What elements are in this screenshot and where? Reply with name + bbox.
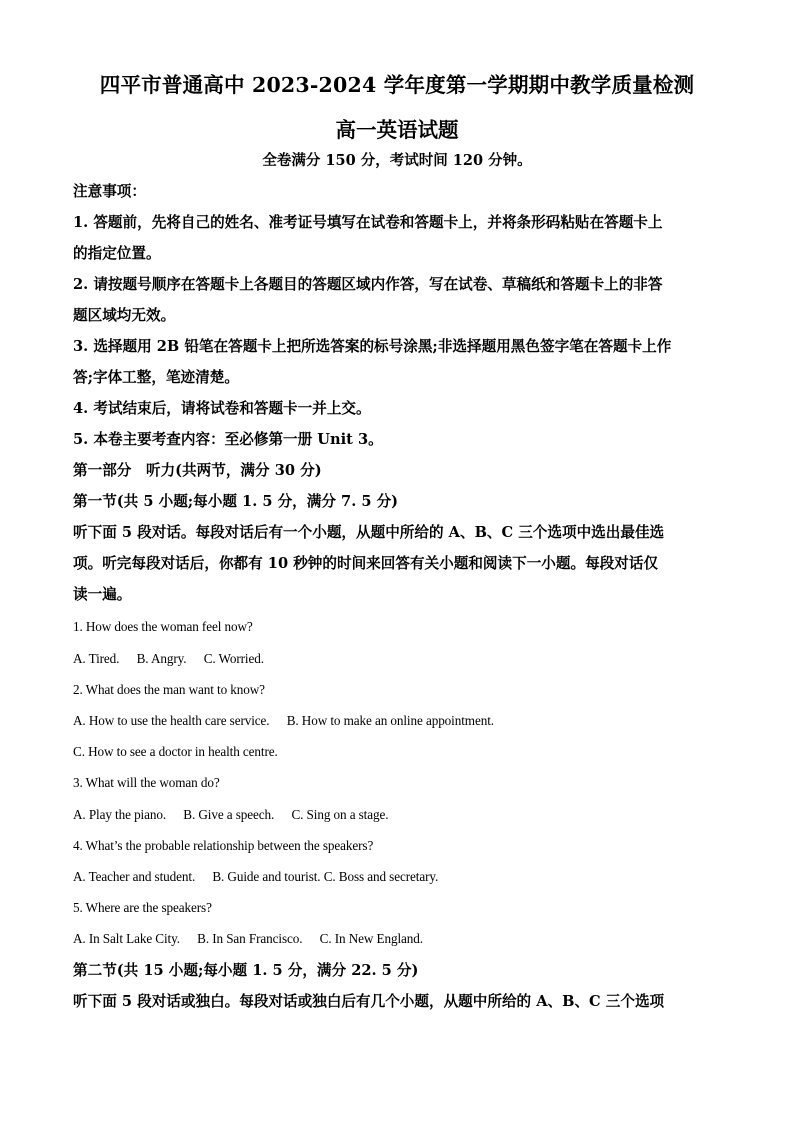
question-4-options [73, 869, 753, 885]
option-a: A. How to use the health care service. [73, 713, 270, 728]
question-1-stem: 1. How does the woman feel now? [73, 619, 253, 634]
option-b: B. Angry. [136, 651, 187, 666]
score-line: 全卷满分 150 分，考试时间 120 分钟。 [262, 152, 532, 169]
section1-instructions-line-1: 听下面 5 段对话。每段对话后有一个小题，从题中所给的 A、B、C 三个选项中选出最佳选 [73, 524, 665, 541]
note-item-1-line-2: 的指定位置。 [73, 245, 161, 262]
note-item-4: 4. 考试结束后，请将试卷和答题卡一并上交。 [73, 400, 371, 417]
note-item-2-line-2: 题区域均无效。 [73, 307, 176, 324]
question-1-options [73, 651, 753, 667]
option-a: A. Tired. [73, 651, 120, 666]
notes-heading: 注意事项： [73, 183, 146, 200]
section1-instructions-line-2: 项。听完每段对话后，你都有 10 秒钟的时间来回答有关小题和阅读下一小题。每段对话仅 [73, 555, 659, 572]
note-item-5: 5. 本卷主要考查内容：至必修第一册 Unit 3。 [73, 431, 383, 448]
option-c: C. Worried. [203, 651, 264, 666]
question-3-stem: 3. What will the woman do? [73, 775, 220, 790]
notes-section [73, 176, 723, 610]
section2-heading: 第二节(共 15 小题;每小题 1. 5 分，满分 22. 5 分) [73, 962, 419, 979]
question-2-stem: 2. What does the man want to know? [73, 682, 265, 697]
question-4-stem: 4. What’s the probable relationship between the speakers? [73, 838, 374, 853]
exam-subtitle: 高一英语试题 [335, 118, 459, 142]
question-3-options [73, 807, 753, 823]
option-c: C. How to see a doctor in health centre. [73, 744, 278, 759]
option-c: C. In New England. [319, 931, 423, 946]
option-a: A. Play the piano. [73, 807, 167, 822]
option-b: B. In San Francisco. [197, 931, 303, 946]
option-b: B. How to make an online appointment. [286, 713, 494, 728]
option-b-c: B. Guide and tourist. C. Boss and secretary. [212, 869, 439, 884]
question-2-options [73, 713, 753, 729]
section2-instructions: 听下面 5 段对话或独白。每段对话或独白后有几个小题，从题中所给的 A、B、C 三个选项 [73, 993, 665, 1010]
note-item-3-line-1: 3. 选择题用 2B 铅笔在答题卡上把所选答案的标号涂黑;非选择题用黑色签字笔在答题卡上作 [73, 338, 672, 355]
option-b: B. Give a speech. [183, 807, 275, 822]
part1-heading: 第一部分 听力(共两节，满分 30 分) [73, 462, 322, 479]
section2 [73, 955, 723, 1017]
option-a: A. Teacher and student. [73, 869, 196, 884]
question-5-options [73, 931, 753, 947]
note-item-2-line-1: 2. 请按题号顺序在答题卡上各题目的答题区域内作答，写在试卷、草稿纸和答题卡上的非答 [73, 276, 663, 293]
note-item-1-line-1: 1. 答题前，先将自己的姓名、准考证号填写在试卷和答题卡上，并将条形码粘贴在答题卡上 [73, 214, 663, 231]
option-c: C. Sing on a stage. [291, 807, 389, 822]
question-5-stem: 5. Where are the speakers? [73, 900, 212, 915]
exam-title: 四平市普通高中 2023-2024 学年度第一学期期中教学质量检测 [99, 73, 695, 97]
option-a: A. In Salt Lake City. [73, 931, 180, 946]
note-item-3-line-2: 答;字体工整，笔迹清楚。 [73, 369, 239, 386]
section1-instructions-line-3: 读一遍。 [73, 586, 132, 603]
question-2-options-line-2 [73, 744, 753, 760]
section1-heading: 第一节(共 5 小题;每小题 1. 5 分，满分 7. 5 分) [73, 493, 399, 510]
